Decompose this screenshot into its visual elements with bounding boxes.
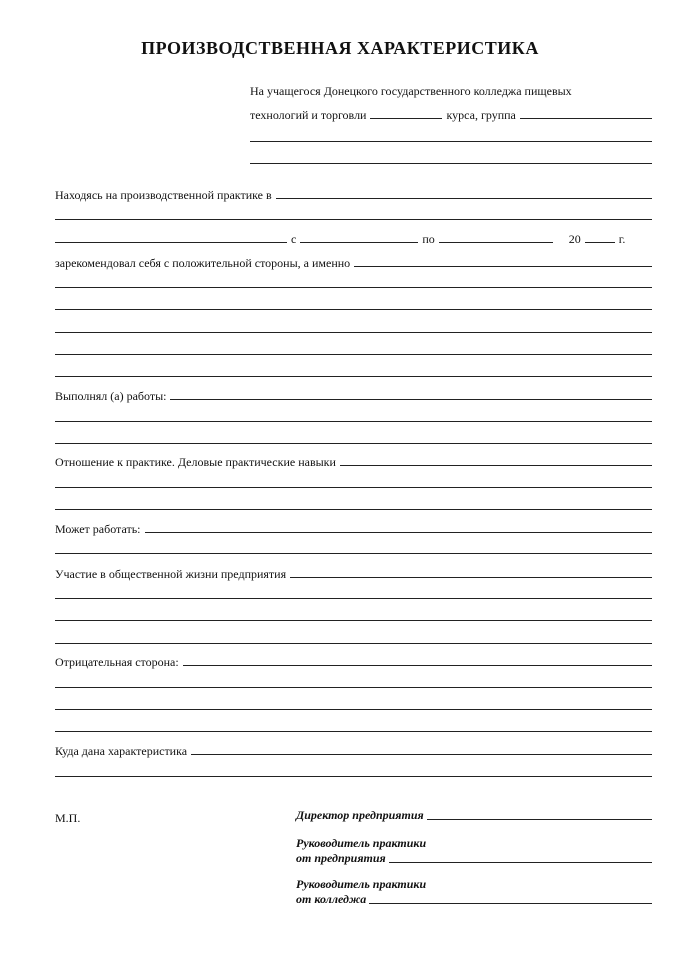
social-life-line-2[interactable] [55,598,652,599]
negative-line-4[interactable] [55,731,652,732]
work-done-field[interactable] [170,399,652,400]
work-done-row [55,385,652,403]
year-suffix: г. [618,232,626,246]
enterprise-supervisor-label-2: от предприятия [296,851,386,865]
destination-row [55,740,652,758]
social-life-label: Участие в общественной жизни предприятия [55,567,287,581]
practice-dates-row [55,228,652,246]
course-label: курса, группа [446,108,516,122]
social-life-line-3[interactable] [55,620,652,621]
practice-location-label: Находясь на производственной практике в [55,188,272,202]
year-field[interactable] [585,242,615,243]
header-blank-line-1[interactable] [250,141,652,142]
positive-line-4[interactable] [55,332,652,333]
negative-line-2[interactable] [55,687,652,688]
college-supervisor-field[interactable] [369,903,652,904]
enterprise-supervisor-signature [296,836,652,866]
negative-label: Отрицательная сторона: [55,655,179,669]
negative-field[interactable] [183,665,652,666]
positive-line-3[interactable] [55,309,652,310]
practice-location-row [55,184,652,202]
can-work-line-2[interactable] [55,553,652,554]
positive-line-2[interactable] [55,287,652,288]
from-label: с [291,232,297,246]
practice-location-field[interactable] [276,198,652,199]
header-line-1 [250,80,652,98]
form-title: ПРОИЗВОДСТВЕННАЯ ХАРАКТЕРИСТИКА [141,38,539,58]
positive-row [55,252,652,270]
date-to-field[interactable] [439,242,553,243]
destination-label: Куда дана характеристика [55,744,188,758]
negative-row [55,651,652,669]
college-supervisor-signature [296,877,652,907]
practice-place-continuation-field[interactable] [55,242,287,243]
attitude-line-3[interactable] [55,509,652,510]
director-signature [296,808,652,823]
college-supervisor-label-1: Руководитель практики [296,877,427,891]
practice-location-line-2[interactable] [55,219,652,220]
destination-line-2[interactable] [55,776,652,777]
attitude-line-2[interactable] [55,487,652,488]
work-done-line-2[interactable] [55,421,652,422]
positive-line-6[interactable] [55,376,652,377]
work-done-line-3[interactable] [55,443,652,444]
college-supervisor-label-2: от колледжа [296,892,367,906]
can-work-label: Может работать: [55,522,141,536]
negative-line-3[interactable] [55,709,652,710]
year-label: 20 [568,232,581,246]
header-line-2 [250,104,652,122]
positive-field[interactable] [354,266,652,267]
can-work-row [55,518,652,536]
social-life-row [55,563,652,581]
course-field[interactable] [370,118,442,119]
director-signature-field[interactable] [427,819,652,820]
header-text-1: На учащегося Донецкого государственного колледжа пищевых [250,84,572,98]
date-from-field[interactable] [300,242,418,243]
stamp-label: М.П. [55,811,81,825]
enterprise-supervisor-label-1: Руководитель практики [296,836,427,850]
group-field[interactable] [520,118,652,119]
positive-label: зарекомендовал себя с положительной стороны, а именно [55,256,351,270]
work-done-label: Выполнял (а) работы: [55,389,167,403]
destination-field[interactable] [191,754,652,755]
social-life-field[interactable] [290,577,652,578]
attitude-field[interactable] [340,465,652,466]
social-life-line-4[interactable] [55,643,652,644]
header-blank-line-2[interactable] [250,163,652,164]
attitude-label: Отношение к практике. Деловые практические навыки [55,455,336,469]
to-label: по [422,232,435,246]
positive-line-5[interactable] [55,354,652,355]
can-work-field[interactable] [145,532,652,533]
header-text-2: технологий и торговли [250,108,367,122]
enterprise-supervisor-field[interactable] [389,862,652,863]
attitude-row [55,451,652,469]
director-label: Директор предприятия [296,808,424,822]
